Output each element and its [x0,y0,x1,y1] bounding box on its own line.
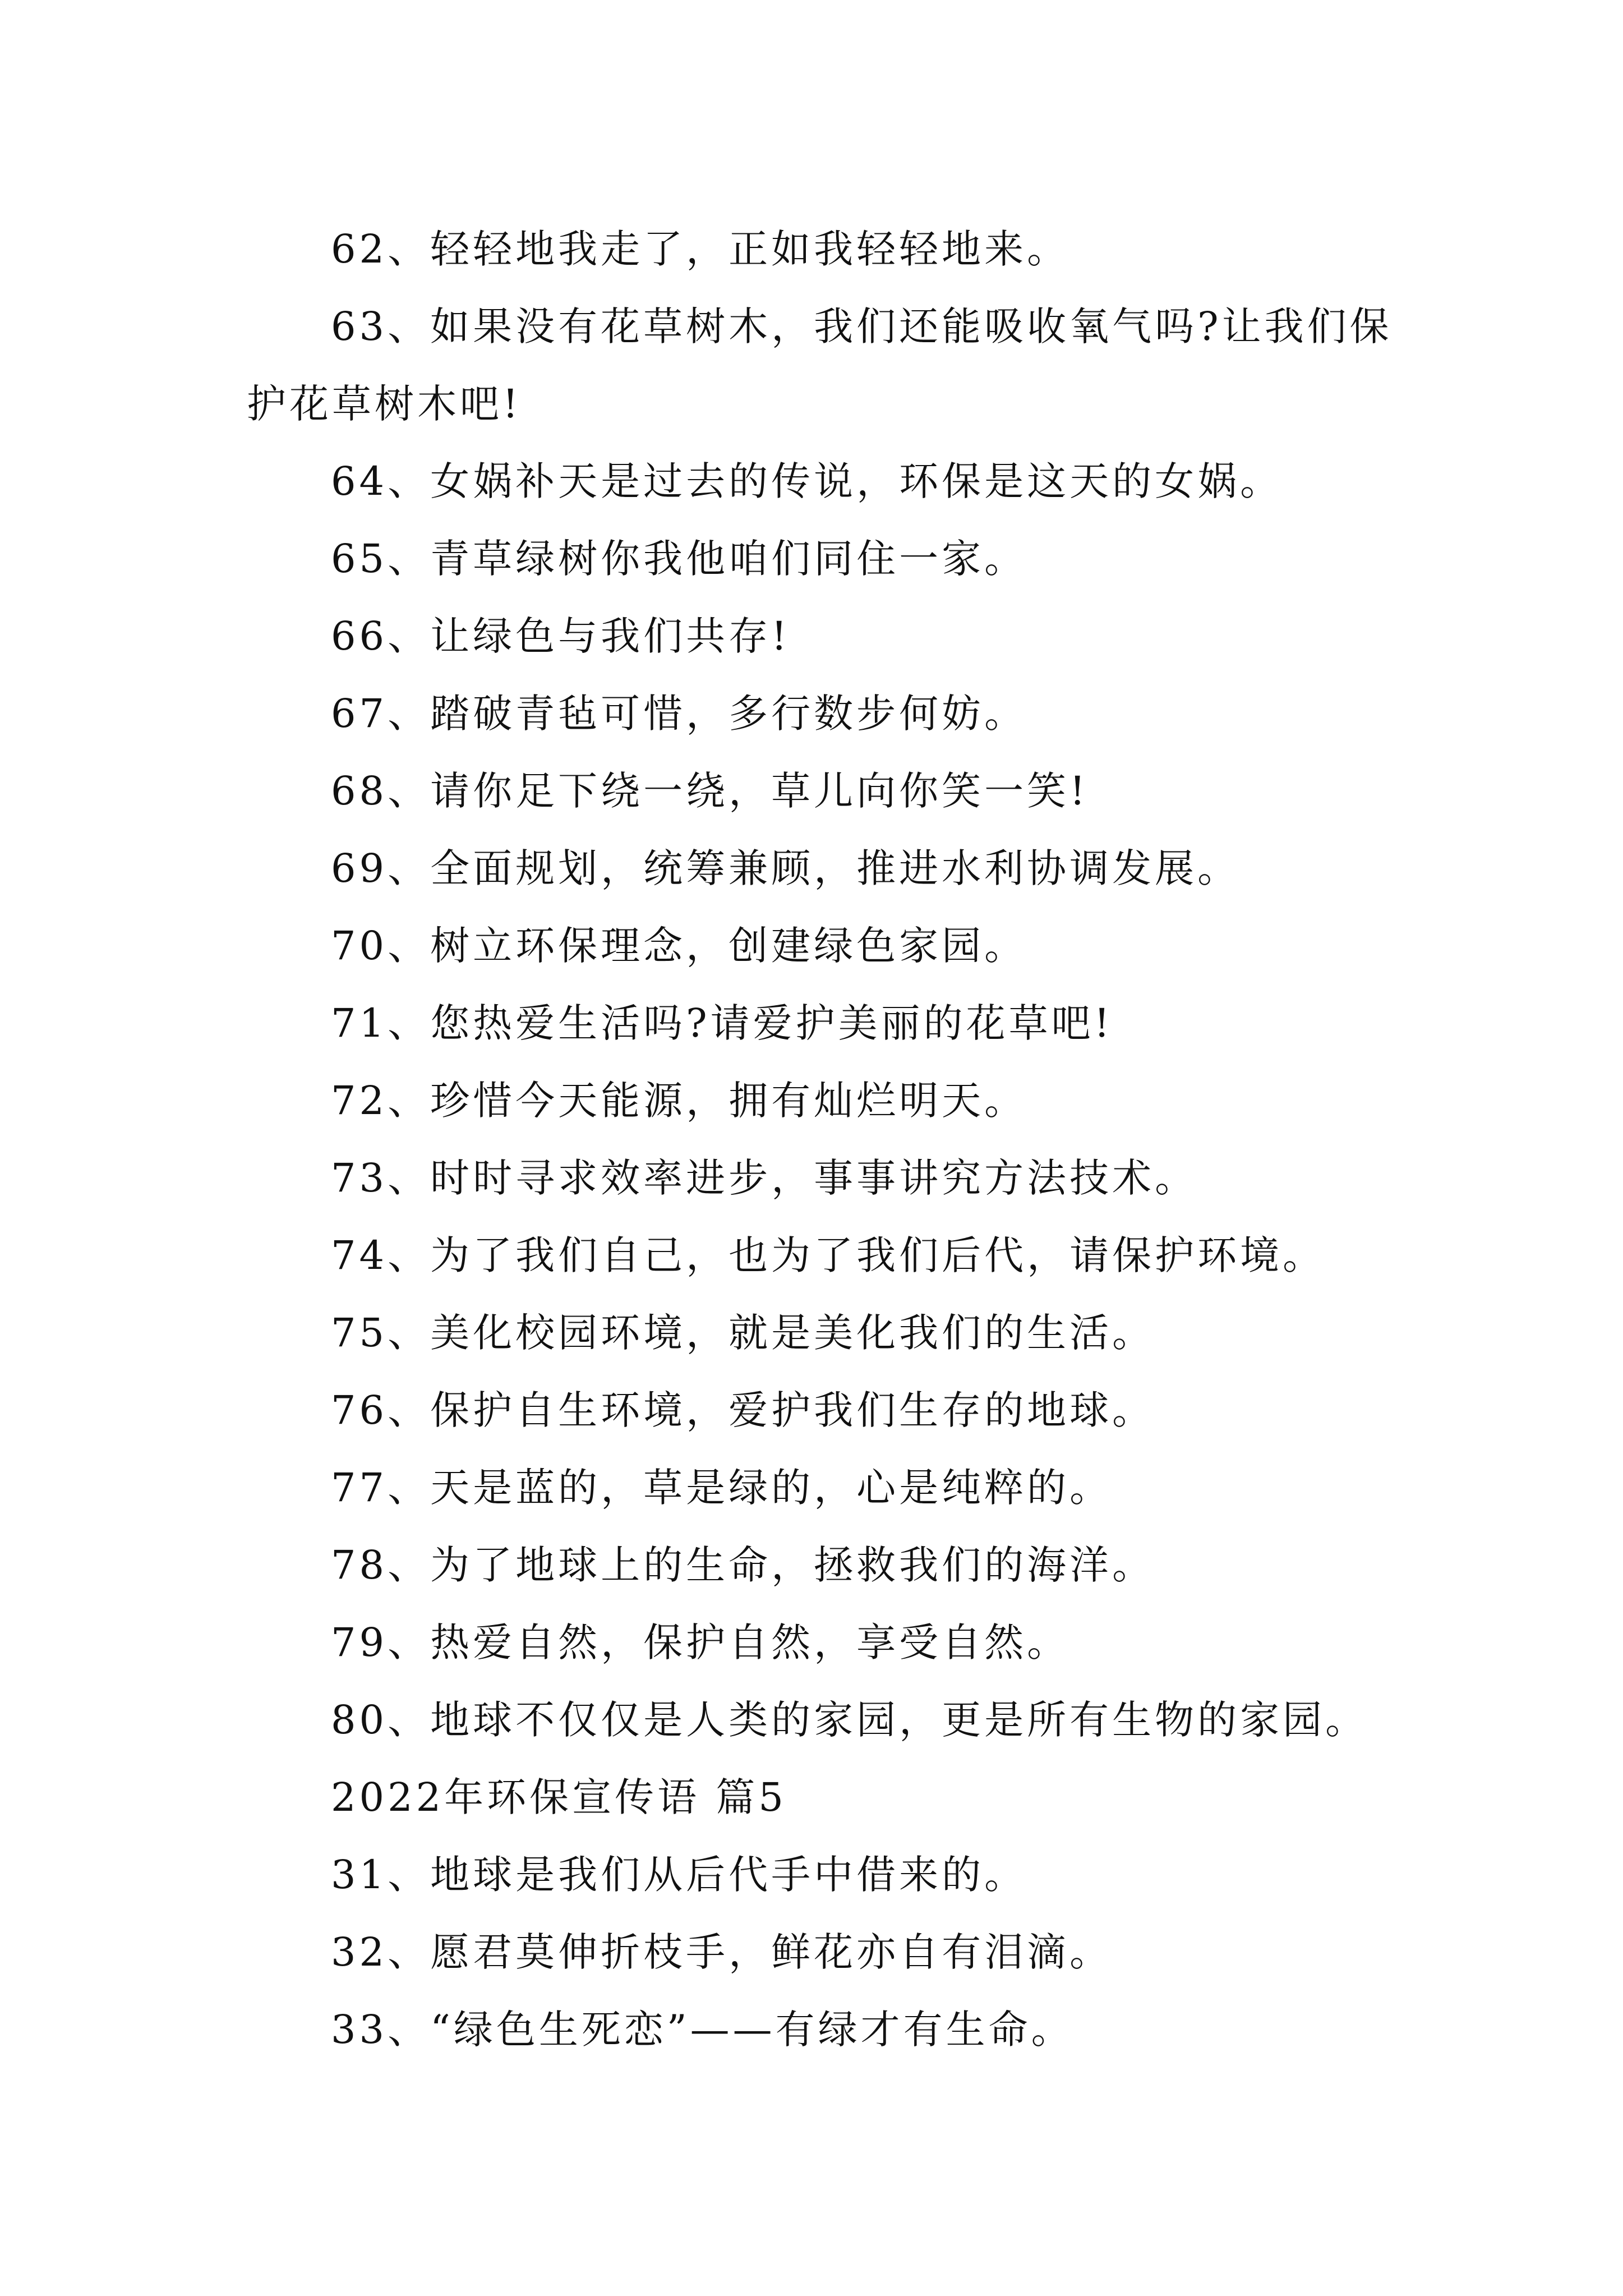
paragraph-64: 64、女娲补天是过去的传说，环保是这天的女娲。 [331,458,1283,504]
paragraph-72: 72、珍惜今天能源，拥有灿烂明天。 [331,1078,1027,1124]
paragraph-33: 33、“绿色生死恋”——有绿才有生命。 [331,2007,1074,2053]
section-heading: 2022年环保宣传语 篇5 [331,1774,787,1820]
paragraph-74: 74、为了我们自己，也为了我们后代，请保护环境。 [331,1232,1326,1278]
paragraph-73: 73、时时寻求效率进步，事事讲究方法技术。 [331,1155,1198,1201]
paragraph-62: 62、轻轻地我走了，正如我轻轻地来。 [331,226,1070,272]
paragraph-70: 70、树立环保理念，创建绿色家园。 [331,923,1027,969]
paragraph-68: 68、请你足下绕一绕，草儿向你笑一笑! [331,768,1089,814]
paragraph-69: 69、全面规划，统筹兼顾，推进水利协调发展。 [331,845,1241,891]
document-body [247,210,1402,2068]
paragraph-80: 80、地球不仅仅是人类的家园，更是所有生物的家园。 [331,1697,1368,1743]
paragraph-66: 66、让绿色与我们共存! [331,613,791,659]
paragraph-78: 78、为了地球上的生命，拯救我们的海洋。 [331,1542,1155,1588]
paragraph-63: 63、如果没有花草树木，我们还能吸收氧气吗?让我们保护花草树木吧! [247,303,1393,427]
paragraph-65: 65、青草绿树你我他咱们同住一家。 [331,536,1027,582]
paragraph-79: 79、热爱自然，保护自然，享受自然。 [331,1619,1070,1665]
paragraph-76: 76、保护自生环境，爱护我们生存的地球。 [331,1387,1155,1433]
paragraph-71: 71、您热爱生活吗?请爱护美丽的花草吧! [331,1000,1113,1046]
paragraph-32: 32、愿君莫伸折枝手，鲜花亦自有泪滴。 [331,1929,1113,1975]
paragraph-75: 75、美化校园环境，就是美化我们的生活。 [331,1310,1155,1356]
paragraph-67: 67、踏破青毡可惜，多行数步何妨。 [331,691,1027,737]
paragraph-77: 77、天是蓝的，草是绿的，心是纯粹的。 [331,1465,1113,1511]
paragraph-31: 31、地球是我们从后代手中借来的。 [331,1852,1027,1898]
